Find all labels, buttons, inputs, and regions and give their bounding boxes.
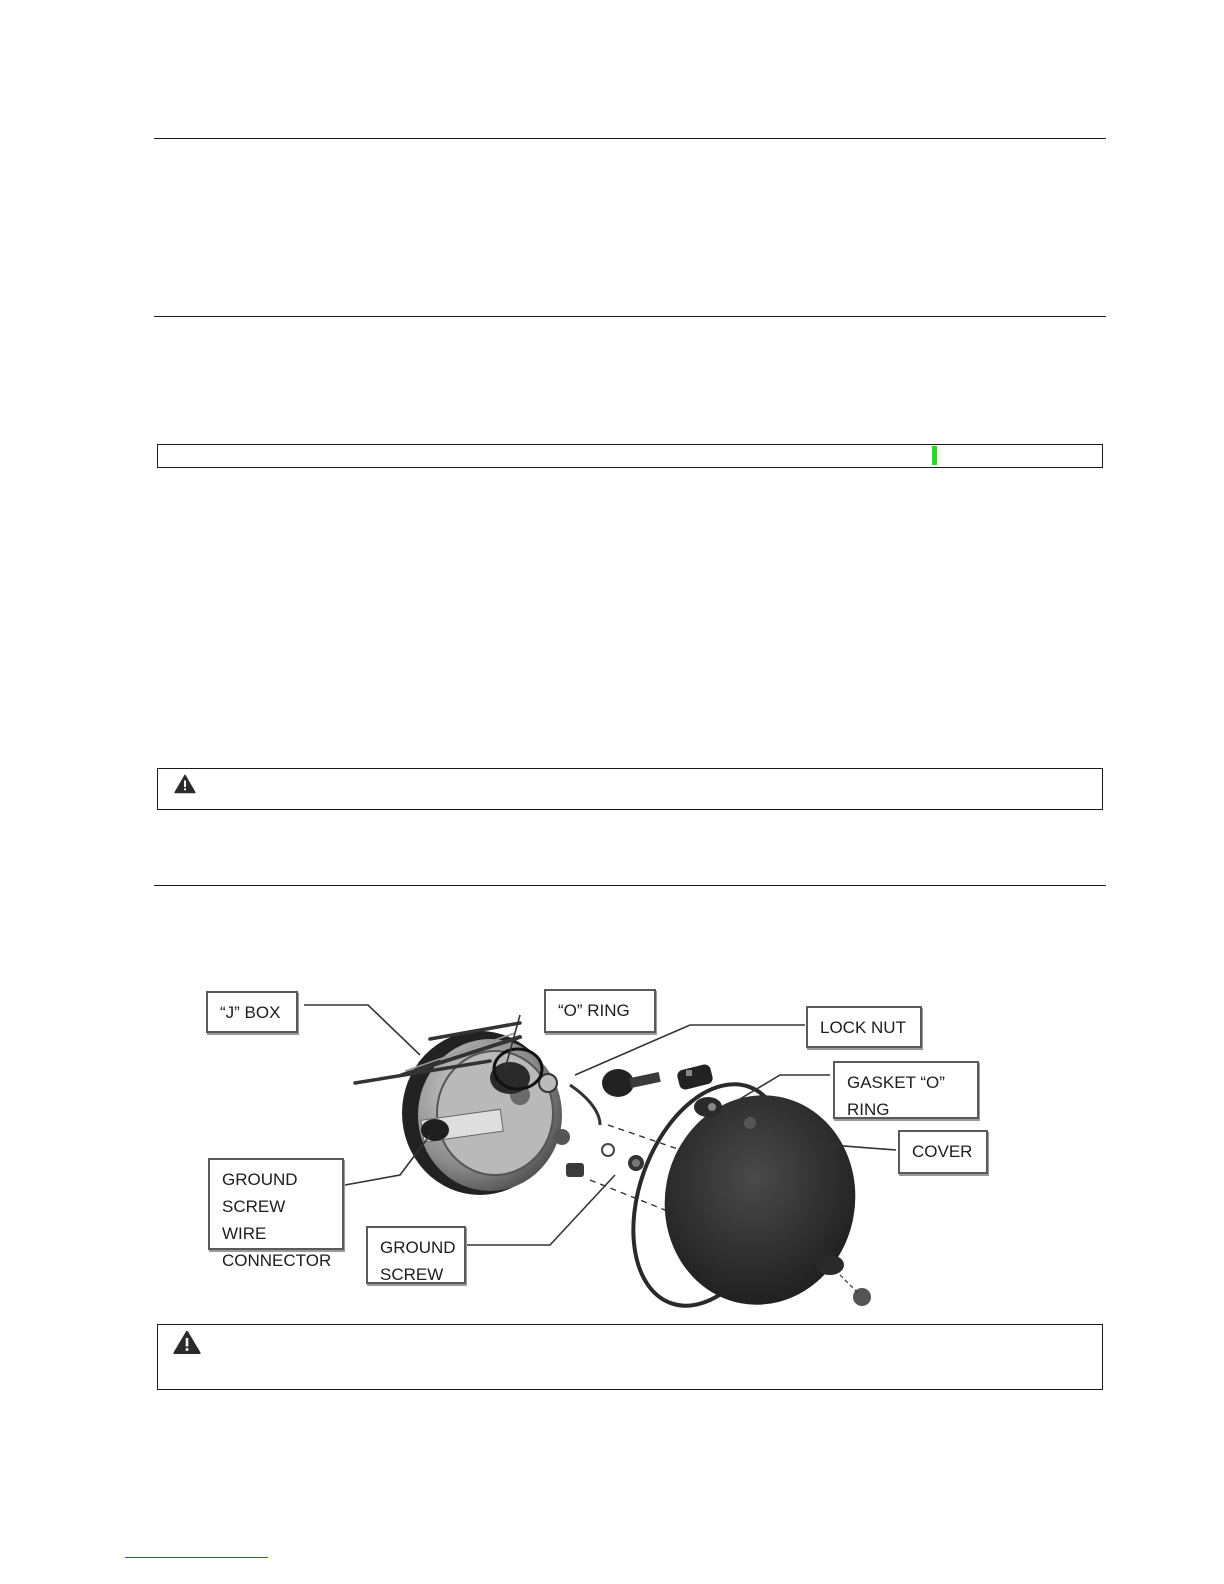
callout-cover: COVER	[898, 1130, 988, 1174]
callout-j-box: “J” BOX	[206, 991, 298, 1033]
warning-triangle-icon	[174, 774, 196, 794]
progress-marker	[932, 446, 937, 465]
progress-bar	[157, 444, 1103, 468]
warning-triangle-icon	[173, 1330, 201, 1355]
callout-lock-nut: LOCK NUT	[806, 1006, 922, 1048]
section-divider-3	[154, 885, 1106, 886]
callout-ground-screw-wire-connector: GROUND SCREW WIRE CONNECTOR	[208, 1158, 344, 1250]
callout-ground-screw: GROUND SCREW	[366, 1226, 466, 1284]
warning-box-1	[157, 768, 1103, 810]
section-divider-2	[154, 316, 1106, 317]
callout-o-ring: “O” RING	[544, 989, 656, 1033]
warning-box-2	[157, 1324, 1103, 1390]
j-box-part	[355, 1023, 614, 1195]
ground-screw-part	[628, 1155, 644, 1171]
section-divider-1	[154, 138, 1106, 139]
callout-gasket-o-ring: GASKET “O” RING	[833, 1061, 979, 1119]
lock-nut-part	[602, 1063, 714, 1097]
footer-link-underline	[125, 1557, 268, 1558]
exploded-assembly-diagram	[190, 975, 1005, 1315]
